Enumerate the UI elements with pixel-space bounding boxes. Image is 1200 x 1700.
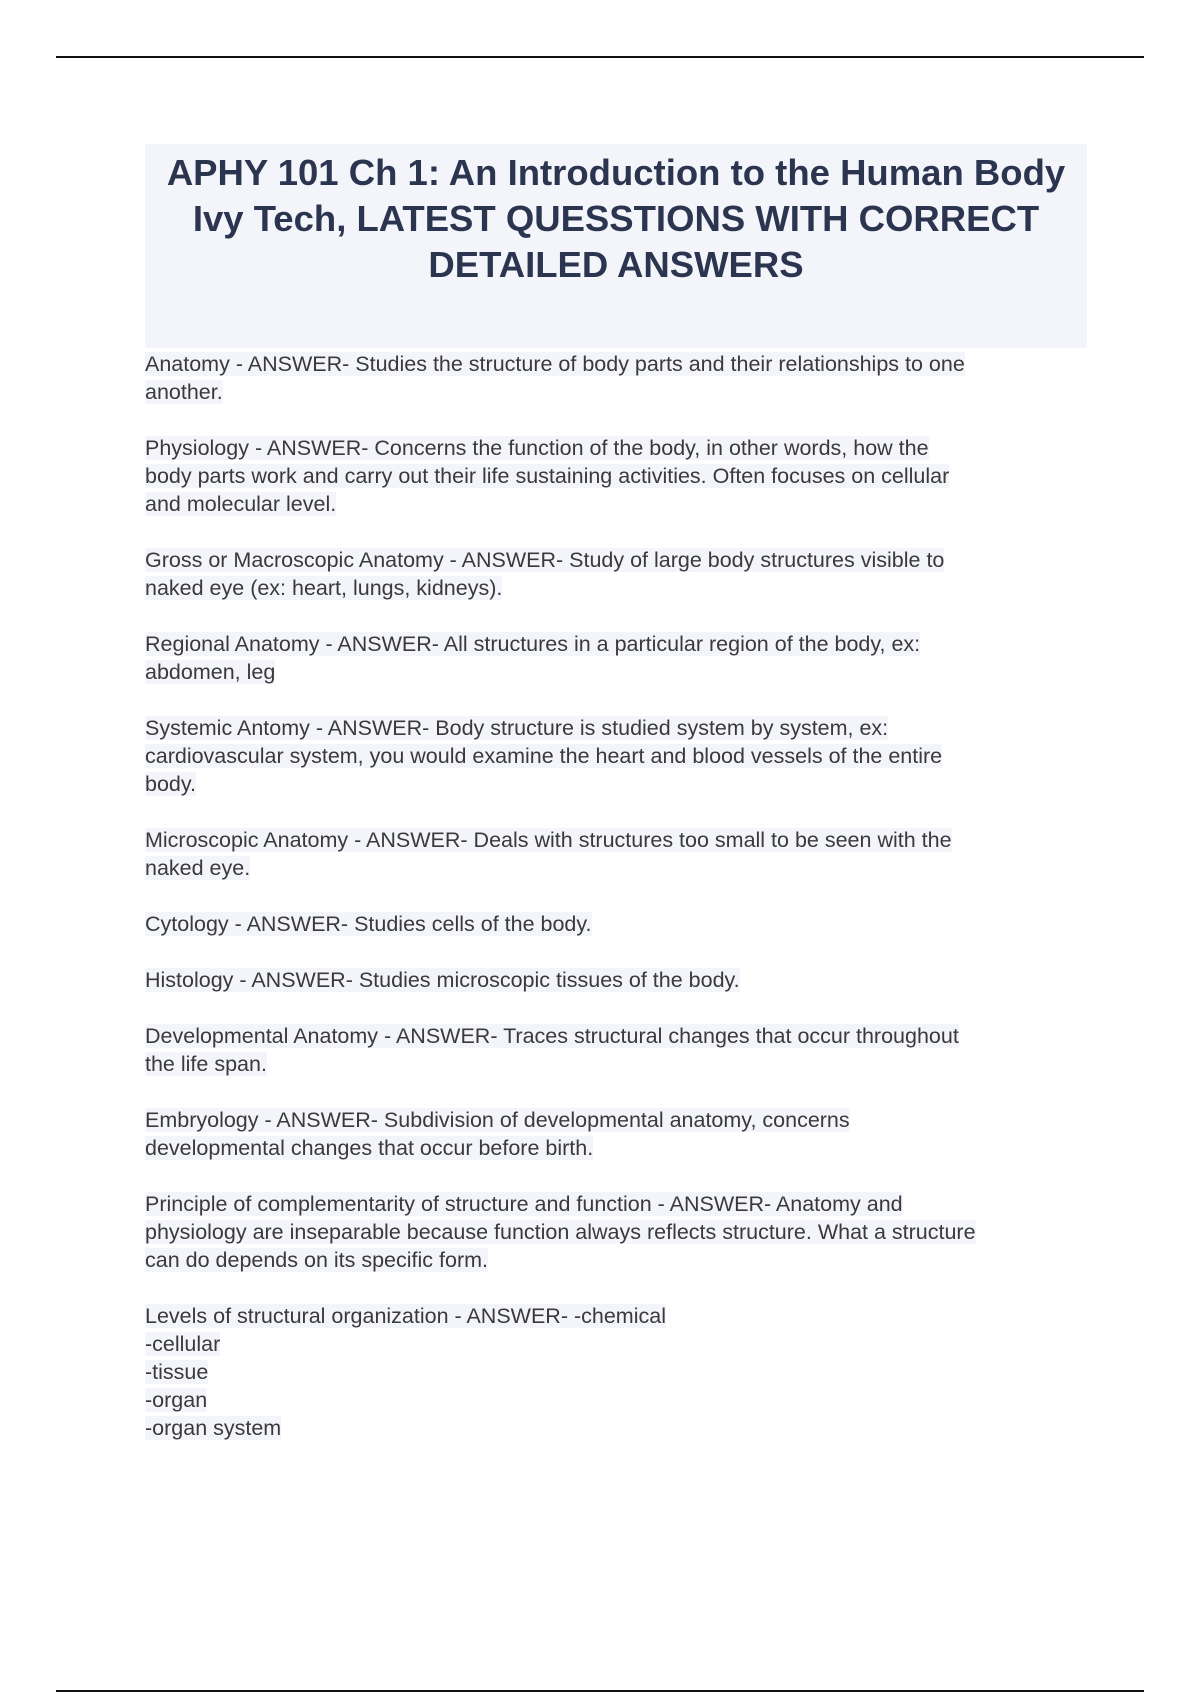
qa-entry-histology: Histology - ANSWER- Studies microscopic tissues of the body. — [145, 968, 740, 992]
qa-list — [145, 350, 1087, 1442]
top-rule — [56, 56, 1144, 58]
qa-entry-developmental-anatomy: Developmental Anatomy - ANSWER- Traces structural changes that occur throughout the life span. — [145, 1024, 959, 1076]
qa-entry-embryology: Embryology - ANSWER- Subdivision of developmental anatomy, concerns developmental changes that occur before birth. — [145, 1108, 850, 1160]
qa-entry-systemic-anatomy: Systemic Antomy - ANSWER- Body structure is studied system by system, ex: cardiovascular system, you would examine the heart and blood vessels of the entire body. — [145, 716, 943, 796]
document-body — [145, 144, 1087, 1470]
title-block — [145, 144, 1087, 348]
qa-entry-complementarity: Principle of complementarity of structure and function - ANSWER- Anatomy and physiology are inseparable because function always reflects structure. What a structure can do depends on its specific form. — [145, 1192, 976, 1272]
qa-entry-regional-anatomy: Regional Anatomy - ANSWER- All structures in a particular region of the body, ex: abdomen, leg — [145, 632, 921, 684]
document-title: APHY 101 Ch 1: An Introduction to the Human Body Ivy Tech, LATEST QUESSTIONS WITH CORRECT DETAILED ANSWERS — [166, 152, 1066, 285]
qa-entry-physiology: Physiology - ANSWER- Concerns the function of the body, in other words, how the body parts work and carry out their life sustaining activities. Often focuses on cellular and molecular level. — [145, 436, 950, 516]
qa-entry-levels-of-organization: Levels of structural organization - ANSWER- -chemical -cellular -tissue -organ -organ system — [145, 1304, 666, 1440]
qa-entry-cytology: Cytology - ANSWER- Studies cells of the body. — [145, 912, 592, 936]
qa-entry-anatomy: Anatomy - ANSWER- Studies the structure of body parts and their relationships to one another. — [145, 352, 965, 404]
qa-entry-microscopic-anatomy: Microscopic Anatomy - ANSWER- Deals with structures too small to be seen with the naked eye. — [145, 828, 952, 880]
qa-entry-gross-anatomy: Gross or Macroscopic Anatomy - ANSWER- Study of large body structures visible to naked eye (ex: heart, lungs, kidneys). — [145, 548, 945, 600]
bottom-rule — [56, 1690, 1144, 1692]
